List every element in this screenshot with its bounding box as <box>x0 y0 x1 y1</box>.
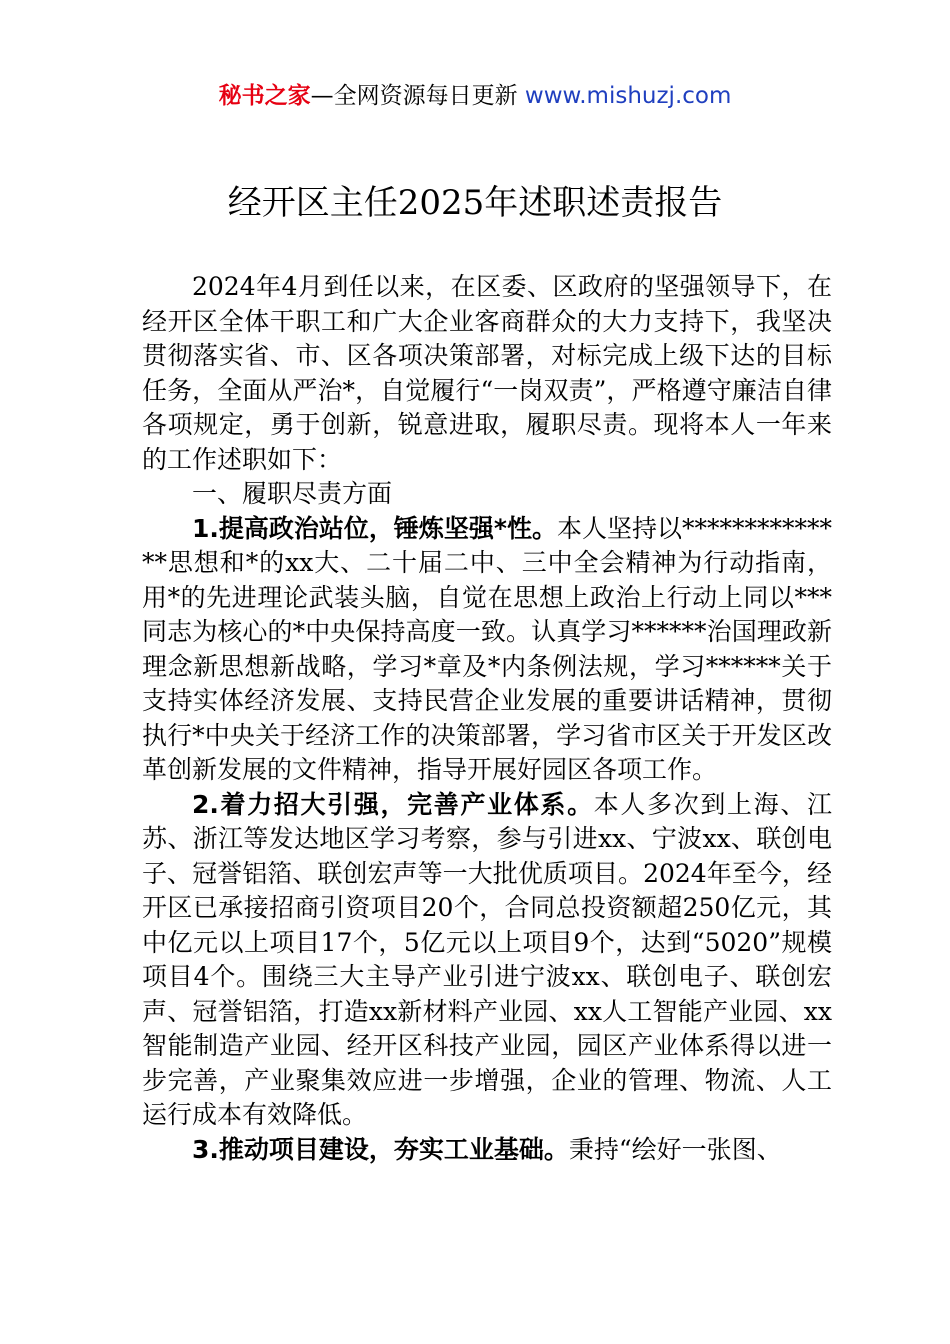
intro-paragraph: 2024年4月到任以来，在区委、区政府的坚强领导下，在经开区全体干职工和广大企业客商群众的大力支持下，我坚决贯彻落实省、市、区各项决策部署，对标完成上级下达的目标任务，全面从严治*，自觉履行“一岗双责”，严格遵守廉洁自律各项规定，勇于创新，锐意进取，履职尽责。现将本人一年来的工作述职如下： <box>142 272 832 474</box>
site-url-link[interactable]: www.mishuzj.com <box>524 83 732 109</box>
site-brand: 秘书之家 <box>218 83 311 109</box>
item-text-1: 本人坚持以**************思想和*的xx大、二十届二中、三中全会精神为行动指南，用*的先进理论武装头脑，自觉在思想上政治上行动上同以***同志为核心的*中央保持高度一致。认真学习******治国理政新理念新思想新战略，学习*章及*内条例法规，学习******关于支持实体经济发展、支持民营企业发展的重要讲话精神，贯彻执行*中央关于经济工作的决策部署，学习省市区关于开发区改革创新发展的文件精神，指导开展好园区各项工作。 <box>142 513 832 784</box>
item-paragraph-1 <box>142 512 832 788</box>
item-paragraph-3 <box>142 1133 832 1168</box>
item-text-2: 本人多次到上海、江苏、浙江等发达地区学习考察，参与引进xx、宁波xx、联创电子、冠誉铝箔、联创宏声等一大批优质项目。2024年至今，经开区已承接招商引资项目20个，合同总投资额超250亿元，其中亿元以上项目17个，5亿元以上项目9个，达到“5020”规模项目4个。围绕三大主导产业引进宁波xx、联创电子、联创宏声、冠誉铝箔，打造xx新材料产业园、xx人工智能产业园、xx智能制造产业园、经开区科技产业园，园区产业体系得以进一步完善，产业聚集效应进一步增强，企业的管理、物流、人工运行成本有效降低。 <box>142 789 832 1129</box>
item-lead-2: 2.着力招大引强，完善产业体系。 <box>192 789 594 819</box>
site-header <box>0 80 950 112</box>
document-title: 经开区主任2025年述职述责报告 <box>227 183 723 223</box>
document-body <box>142 270 832 1167</box>
site-tagline: —全网资源每日更新 <box>310 83 525 109</box>
item-text-3: 秉持“绘好一张图、 <box>568 1134 782 1164</box>
item-lead-3: 3.推动项目建设，夯实工业基础。 <box>192 1134 569 1164</box>
item-paragraph-2 <box>142 788 832 1133</box>
item-lead-1: 1.提高政治站位，锤炼坚强*性。 <box>192 513 557 543</box>
section-heading: 一、履职尽责方面 <box>192 479 393 508</box>
